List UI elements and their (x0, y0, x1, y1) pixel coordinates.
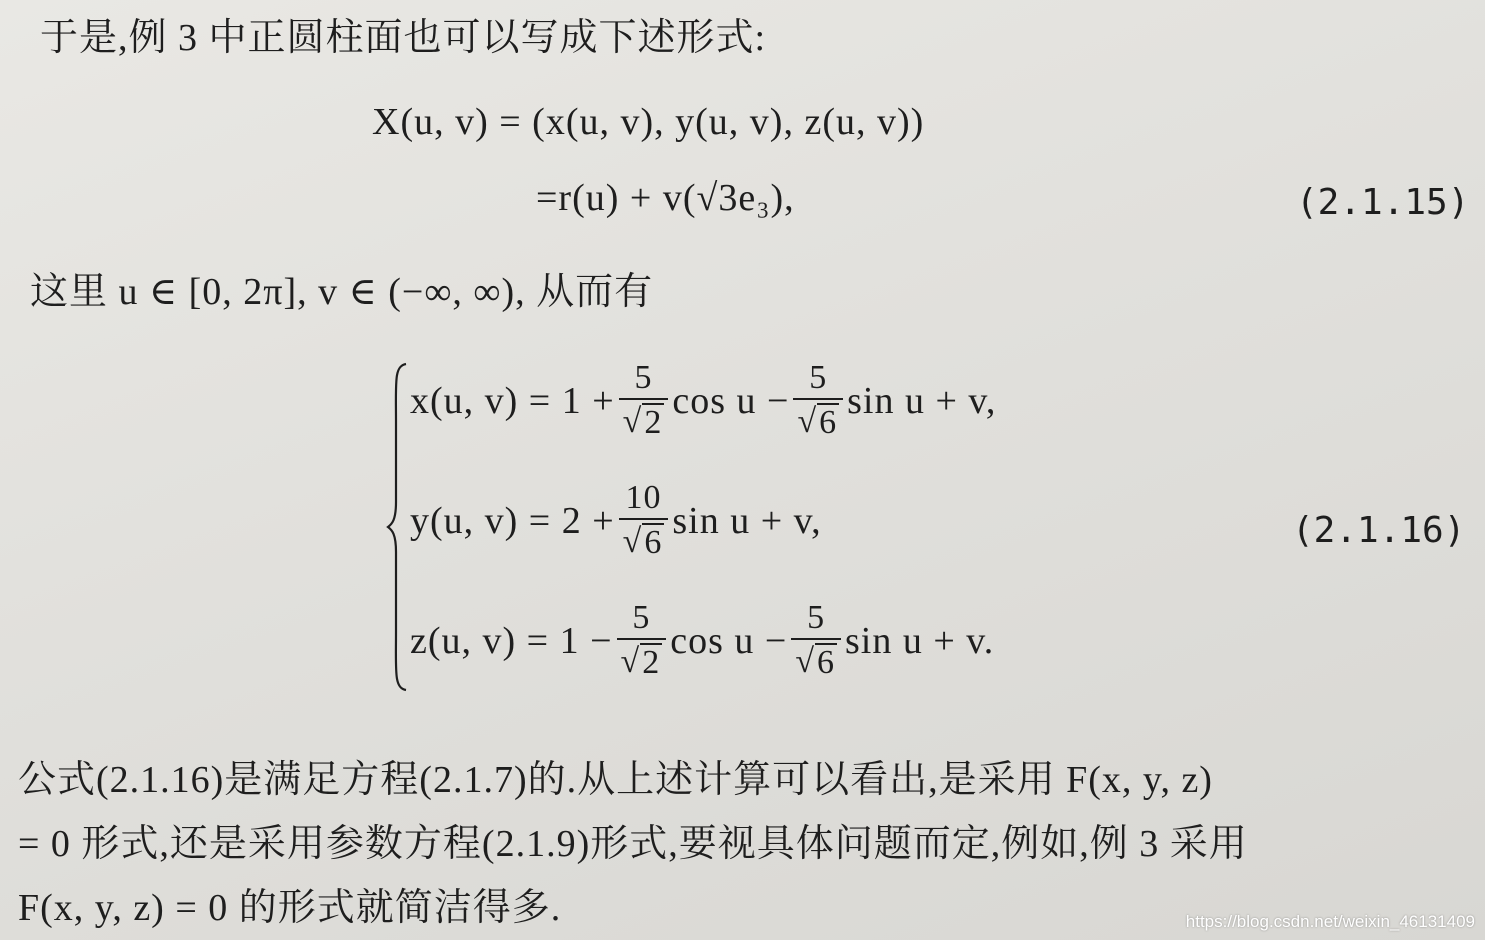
eq-2-1-16-number: (2.1.16) (1292, 510, 1466, 551)
intro-line: 于是,例 3 中正圆柱面也可以写成下述形式: (40, 17, 767, 59)
x-f1-denominator: 2 (644, 404, 663, 441)
x-f2-numerator: 5 (809, 359, 828, 396)
y-tail: sin u + v, (672, 500, 822, 542)
x-fraction-2: 5 √ 6 (793, 358, 843, 444)
x-f2-denominator: 6 (819, 404, 838, 441)
eq-2-1-15-line-a: X(u, v) = (x(u, v), y(u, v), z(u, v)) (372, 101, 925, 143)
left-brace-icon (386, 362, 408, 692)
z-f1-numerator: 5 (632, 599, 651, 636)
x-mid: cos u − (672, 380, 790, 422)
z-tail: sin u + v. (844, 620, 995, 662)
y-fraction-1: 10 √ 6 (619, 478, 669, 564)
z-mid: cos u − (670, 620, 788, 662)
y-f1-numerator: 10 (625, 479, 662, 516)
eq-2-1-16-z-row (410, 586, 994, 696)
eq-2-1-15-line-b: =r(u) + v(√3e₃), (536, 177, 795, 219)
z-lhs: z(u, v) = 1 − (410, 620, 613, 662)
eq-2-1-15-number: (2.1.15) (1296, 182, 1470, 223)
paragraph-line-2: = 0 形式,还是采用参数方程(2.1.9)形式,要视具体问题而定,例如,例 3 采用 (18, 823, 1248, 865)
x-f1-numerator: 5 (634, 359, 653, 396)
eq-2-1-16-x-row (410, 346, 996, 456)
eq-2-1-16-y-row (410, 466, 822, 576)
z-f2-denominator: 6 (816, 644, 835, 681)
z-f1-denominator: 2 (642, 644, 661, 681)
paragraph-line-1: 公式(2.1.16)是满足方程(2.1.7)的.从上述计算可以看出,是采用 F(x, y, z) (18, 759, 1213, 801)
x-tail: sin u + v, (847, 380, 997, 422)
z-f2-numerator: 5 (807, 599, 826, 636)
watermark: https://blog.csdn.net/weixin_46131409 (1185, 912, 1475, 931)
paragraph-line-3: F(x, y, z) = 0 的形式就简洁得多. (18, 887, 562, 929)
z-fraction-1: 5 √ 2 (617, 598, 667, 684)
y-f1-denominator: 6 (644, 524, 663, 561)
domain-line: 这里 u ∈ [0, 2π], v ∈ (−∞, ∞), 从而有 (30, 271, 654, 313)
y-lhs: y(u, v) = 2 + (410, 500, 615, 542)
x-fraction-1: 5 √ 2 (619, 358, 669, 444)
x-lhs: x(u, v) = 1 + (410, 380, 615, 422)
z-fraction-2: 5 √ 6 (791, 598, 841, 684)
